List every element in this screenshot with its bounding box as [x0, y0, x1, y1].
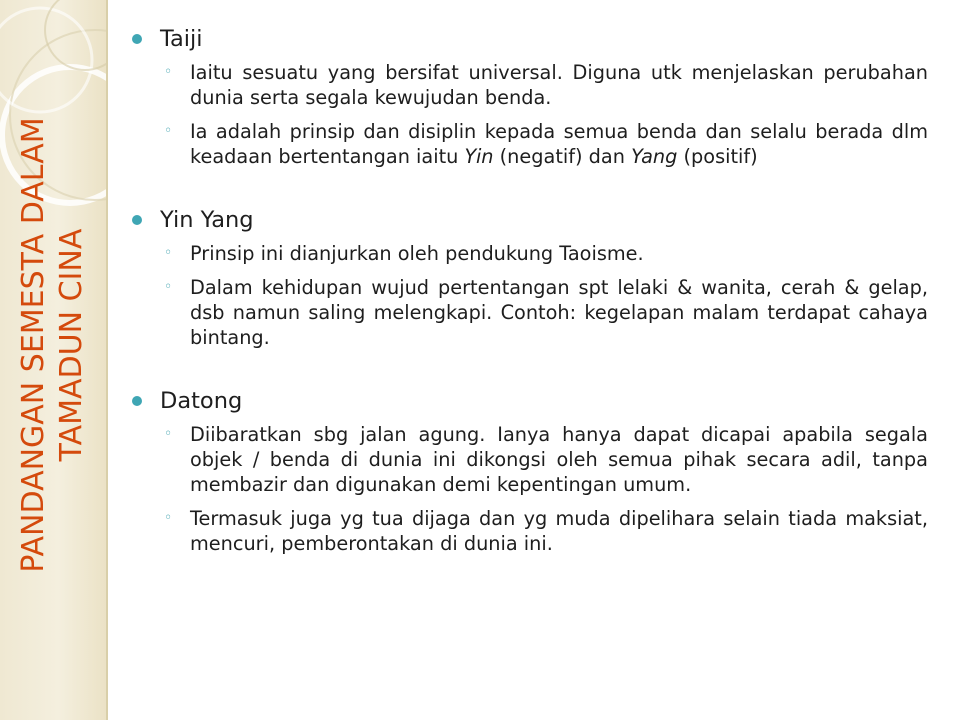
hollow-circle-icon: ◦ [164, 279, 173, 295]
list-item [164, 506, 928, 556]
list-item [164, 60, 928, 110]
list-item [164, 275, 928, 350]
sub-list [130, 422, 928, 556]
content-area [130, 24, 928, 556]
list-item-text: Iaitu sesuatu yang bersifat universal. Diguna utk menjelaskan perubahan dunia serta segala kewujudan benda. [190, 61, 928, 109]
list-item-text: Termasuk juga yg tua dijaga dan yg muda dipelihara selain tiada maksiat, mencuri, pemberontakan di dunia ini. [190, 507, 928, 555]
section-datong [130, 386, 928, 556]
bullet-icon [132, 215, 142, 225]
bullet-icon [132, 396, 142, 406]
list-item-text: Dalam kehidupan wujud pertentangan spt lelaki & wanita, cerah & gelap, dsb namun saling melengkapi. Contoh: kegelapan malam terdapat cahaya bintang. [190, 276, 928, 349]
slide-title [15, 5, 91, 685]
list-item [164, 119, 928, 169]
hollow-circle-icon: ◦ [164, 123, 173, 139]
list-item [164, 422, 928, 497]
section-yin-yang [130, 205, 928, 350]
hollow-circle-icon: ◦ [164, 426, 173, 442]
section-heading [130, 386, 928, 416]
list-item-text-part: (positif) [677, 145, 758, 168]
section-heading-text: Yin Yang [160, 207, 254, 233]
list-item-text: Prinsip ini dianjurkan oleh pendukung Taoisme. [190, 242, 644, 265]
bullet-icon [132, 34, 142, 44]
hollow-circle-icon: ◦ [164, 64, 173, 80]
list-item-text-part: Ia adalah prinsip dan disiplin kepada semua benda dan selalu berada dlm keadaan bertentangan iaitu [190, 120, 928, 168]
section-heading-text: Datong [160, 388, 243, 414]
sub-list [130, 241, 928, 350]
section-heading-text: Taiji [160, 26, 203, 52]
list-item-text-part: (negatif) dan [493, 145, 632, 168]
italic-term-yang: Yang [631, 145, 678, 168]
hollow-circle-icon: ◦ [164, 510, 173, 526]
hollow-circle-icon: ◦ [164, 245, 173, 261]
list-item [164, 241, 928, 266]
section-heading [130, 24, 928, 54]
slide-title-line-2: TAMADUN CINA [54, 228, 89, 462]
sub-list [130, 60, 928, 169]
list-item-text: Diibaratkan sbg jalan agung. Ianya hanya dapat dicapai apabila segala objek / benda di dunia ini dikongsi oleh semua pihak secara adil, tanpa membazir dan digunakan demi kepentingan umum. [190, 423, 928, 496]
section-heading [130, 205, 928, 235]
italic-term-yin: Yin [464, 145, 494, 168]
side-decoration-panel [0, 0, 108, 720]
section-taiji [130, 24, 928, 169]
slide-title-line-1: PANDANGAN SEMESTA DALAM [16, 117, 51, 573]
